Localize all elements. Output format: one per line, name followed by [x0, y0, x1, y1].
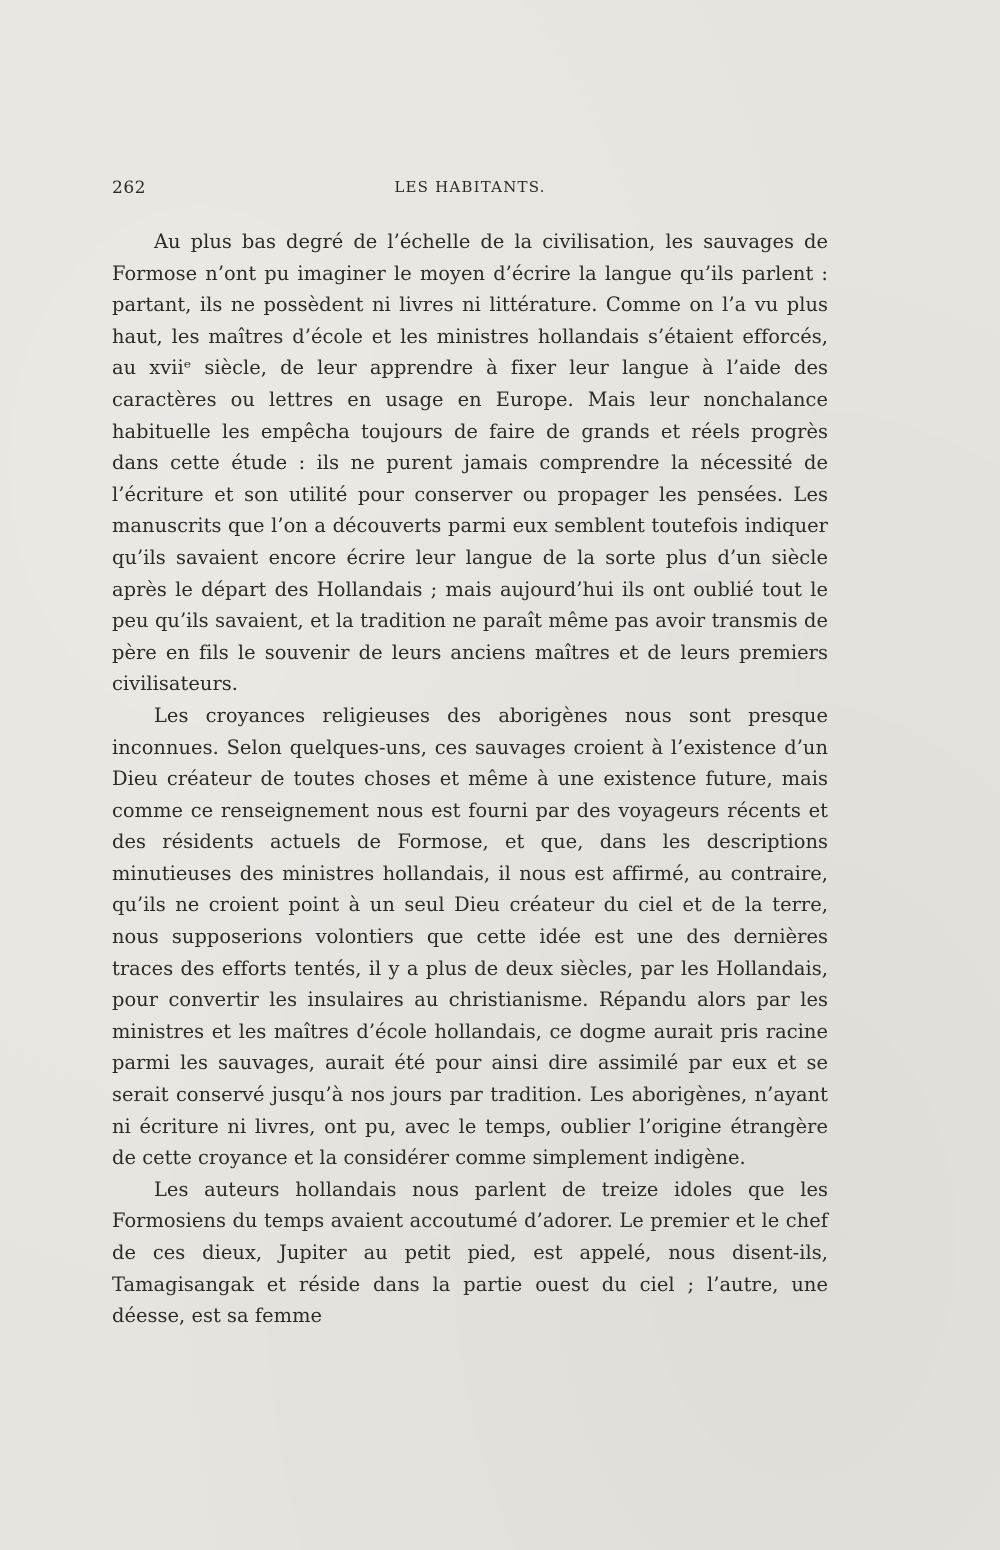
- paragraph-1: Au plus bas degré de l’échelle de la civilisation, les sauvages de Formose n’ont pu imaginer le moyen d’écrire la langue qu’ils parlent : partant, ils ne possèdent ni livres ni littérature. Comme on l’a vu plus haut, les maîtres d’école et les ministres hollandais s’étaient efforcés, au xviiᵉ siècle, de leur apprendre à fixer leur langue à l’aide des caractères ou lettres en usage en Europe. Mais leur nonchalance habituelle les empêcha toujours de faire de grands et réels progrès dans cette étude : ils ne purent jamais comprendre la nécessité de l’écriture et son utilité pour conserver ou propager les pensées. Les manuscrits que l’on a découverts parmi eux semblent toutefois indiquer qu’ils savaient encore écrire leur langue de la sorte plus d’un siècle après le départ des Hollandais ; mais aujourd’hui ils ont oublié tout le peu qu’ils savaient, et la tradition ne paraît même pas avoir transmis de père en fils le souvenir de leurs anciens maîtres et de leurs premiers civilisateurs.: [112, 230, 828, 696]
- page-number: 262: [112, 178, 146, 198]
- body-text: [112, 226, 828, 1332]
- running-title: LES HABITANTS.: [394, 178, 546, 196]
- paragraph-3: Les auteurs hollandais nous parlent de treize idoles que les Formosiens du temps avaient accoutumé d’adorer. Le premier et le chef de ces dieux, Jupiter au petit pied, est appelé, nous disent-ils, Tamagisangak et réside dans la partie ouest du ciel ; l’autre, une déesse, est sa femme: [112, 1177, 828, 1328]
- page-header: [112, 178, 828, 202]
- paragraph-2: Les croyances religieuses des aborigènes nous sont presque inconnues. Selon quelques-uns, ces sauvages croient à l’existence d’un Dieu créateur de toutes choses et même à une existence future, mais comme ce renseignement nous est fourni par des voyageurs récents et des résidents actuels de Formose, et que, dans les descriptions minutieuses des ministres hollandais, il nous est affirmé, au contraire, qu’ils ne croient point à un seul Dieu créateur du ciel et de la terre, nous supposerions volontiers que cette idée est une des dernières traces des efforts tentés, il y a plus de deux siècles, par les Hollandais, pour convertir les insulaires au christianisme. Répandu alors par les ministres et les maîtres d’école hollandais, ce dogme aurait pris racine parmi les sauvages, aurait été pour ainsi dire assimilé par eux et se serait conservé jusqu’à nos jours par tradition. Les aborigènes, n’ayant ni écriture ni livres, ont pu, avec le temps, oublier l’origine étrangère de cette croyance et la considérer comme simplement indigène.: [112, 703, 828, 1170]
